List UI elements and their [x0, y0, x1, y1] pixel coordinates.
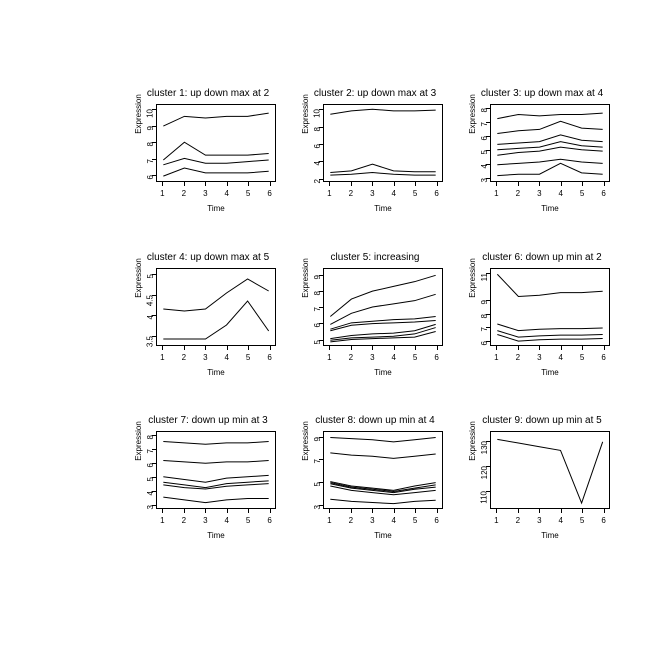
y-tick-label: 10 [145, 109, 155, 118]
x-axis-label: Time [374, 368, 392, 377]
y-tick-labels [130, 431, 155, 510]
y-axis-label: Expression [468, 94, 477, 134]
panel-title: cluster 6: down up min at 2 [482, 252, 602, 263]
chart-panel [118, 252, 298, 397]
y-axis-label: Expression [468, 421, 477, 461]
chart-panel [118, 88, 298, 233]
series-line [330, 294, 435, 324]
chart-panel [118, 415, 298, 560]
panel-title: cluster 1: up down max at 2 [146, 88, 270, 99]
y-tick-label: 5 [145, 274, 155, 279]
y-tick-label: 4 [145, 490, 155, 496]
x-tick-label: 6 [601, 189, 606, 198]
y-axis-label: Expression [134, 421, 143, 461]
x-tick [496, 182, 497, 186]
x-axis-label: Time [374, 531, 392, 540]
y-tick-label: 6 [145, 463, 155, 468]
series-line [163, 442, 268, 445]
x-tick-label: 1 [160, 353, 165, 362]
x-axis-label: Time [541, 204, 559, 213]
series-line [163, 142, 268, 160]
y-tick-label: 9 [145, 125, 155, 131]
x-tick [394, 182, 395, 186]
chart-panel [285, 252, 465, 397]
x-axis-ticks [156, 346, 276, 351]
x-tick-label: 2 [515, 353, 521, 362]
series-line [163, 279, 268, 311]
x-tick-label: 1 [494, 516, 499, 525]
x-tick-label: 2 [348, 353, 354, 362]
x-tick [437, 182, 438, 186]
y-axis-ticks [151, 268, 156, 346]
x-axis-ticks [490, 509, 610, 514]
x-tick [184, 346, 185, 350]
chart-panel [452, 88, 632, 233]
y-tick-label: 6 [479, 136, 489, 141]
panel-title: cluster 9: down up min at 5 [482, 415, 602, 426]
x-tick-label: 4 [224, 189, 229, 198]
x-tick [394, 346, 395, 350]
series-line [330, 164, 435, 172]
x-axis-ticks [490, 346, 610, 351]
x-tick [270, 509, 271, 513]
x-tick-labels [490, 353, 610, 363]
x-tick-label: 1 [327, 516, 332, 525]
x-tick [582, 182, 583, 186]
x-tick [372, 346, 373, 350]
x-tick-labels [490, 516, 610, 526]
x-tick [539, 509, 540, 513]
x-tick-label: 3 [203, 189, 208, 198]
x-tick-label: 6 [267, 189, 272, 198]
y-axis-label: Expression [301, 258, 310, 298]
y-tick-label: 8 [479, 313, 489, 319]
y-tick-label: 7 [145, 449, 155, 454]
y-tick-labels [297, 431, 322, 509]
series-line [330, 453, 435, 459]
x-tick-label: 1 [327, 353, 332, 362]
y-axis-ticks [485, 104, 490, 182]
x-tick-labels [156, 189, 276, 199]
x-tick-label: 1 [327, 189, 332, 198]
series-line [497, 439, 602, 503]
x-axis-label: Time [541, 368, 559, 377]
x-tick [329, 509, 330, 513]
x-tick-label: 4 [558, 189, 563, 198]
x-tick [351, 182, 352, 186]
y-axis-ticks [151, 431, 156, 509]
x-tick-label: 4 [391, 353, 396, 362]
x-tick [437, 509, 438, 513]
y-tick-labels [130, 268, 155, 347]
y-tick-label: 3 [479, 177, 489, 183]
x-tick-label: 1 [160, 516, 165, 525]
x-tick [518, 182, 519, 186]
x-tick [205, 509, 206, 513]
x-tick [539, 346, 540, 350]
x-tick [329, 346, 330, 350]
x-tick-labels [156, 516, 276, 526]
y-tick-label: 8 [145, 435, 155, 440]
plot-area [490, 104, 610, 182]
x-tick-label: 5 [579, 353, 585, 362]
y-tick-label: 3 [145, 504, 155, 510]
x-tick-label: 4 [391, 189, 396, 198]
x-tick [496, 509, 497, 513]
y-tick-label: 4 [479, 163, 489, 169]
series-line [497, 121, 602, 133]
x-axis-label: Time [207, 531, 225, 540]
x-axis-ticks [323, 509, 443, 514]
x-tick [270, 346, 271, 350]
y-tick-label: 8 [145, 142, 155, 147]
x-tick [518, 509, 519, 513]
x-tick-label: 4 [391, 516, 396, 525]
x-tick [227, 182, 228, 186]
chart-panel [285, 415, 465, 560]
y-tick-label: 130 [479, 441, 489, 455]
x-tick-label: 3 [370, 189, 375, 198]
x-axis-label: Time [207, 204, 225, 213]
x-tick [415, 346, 416, 350]
y-axis-label: Expression [301, 94, 310, 134]
panel-title: cluster 5: increasing [330, 252, 420, 263]
series-line [330, 499, 435, 503]
y-tick-label: 120 [479, 466, 489, 480]
plot-area [490, 268, 610, 346]
x-tick [248, 346, 249, 350]
x-tick [394, 509, 395, 513]
y-tick-label: 3 [312, 504, 322, 509]
y-axis-label: Expression [134, 258, 143, 298]
x-tick-label: 6 [267, 353, 272, 362]
x-tick-label: 3 [370, 353, 375, 362]
y-tick-label: 7 [479, 122, 489, 127]
series-line [163, 461, 268, 464]
y-tick-label: 110 [479, 491, 489, 505]
y-tick-label: 11 [479, 273, 489, 282]
x-tick [351, 346, 352, 350]
x-tick-label: 5 [412, 516, 418, 525]
y-tick-label: 6 [479, 340, 489, 346]
x-tick-label: 5 [412, 189, 418, 198]
plot-area [323, 104, 443, 182]
x-tick [248, 182, 249, 186]
panel-title: cluster 4: up down max at 5 [146, 252, 270, 263]
y-tick-labels [297, 268, 322, 346]
series-line [497, 135, 602, 145]
y-tick-label: 6 [145, 175, 155, 180]
y-tick-label: 2 [312, 178, 322, 183]
panel-title: cluster 3: up down max at 4 [480, 88, 604, 99]
x-tick-label: 3 [203, 516, 208, 525]
y-tick-label: 8 [312, 290, 322, 296]
x-tick [351, 509, 352, 513]
x-tick-label: 2 [181, 353, 187, 362]
x-tick [205, 182, 206, 186]
y-tick-label: 4 [312, 161, 322, 166]
y-tick-label: 5 [312, 339, 322, 344]
x-tick-label: 3 [537, 353, 542, 362]
x-tick-label: 4 [224, 516, 229, 525]
x-tick-label: 2 [348, 189, 354, 198]
x-tick [329, 182, 330, 186]
x-tick-label: 3 [370, 516, 375, 525]
series-line [330, 109, 435, 114]
x-tick-label: 2 [348, 516, 354, 525]
y-axis-ticks [318, 431, 323, 509]
series-line [497, 113, 602, 118]
series-line [163, 497, 268, 502]
y-tick-label: 7 [479, 327, 489, 332]
x-tick [227, 346, 228, 350]
x-axis-label: Time [541, 531, 559, 540]
x-tick-label: 5 [579, 516, 585, 525]
x-tick-label: 3 [537, 516, 542, 525]
x-tick-label: 1 [494, 189, 499, 198]
y-tick-label: 9 [312, 436, 322, 442]
series-line [330, 438, 435, 442]
x-tick-label: 5 [245, 516, 251, 525]
x-tick [496, 346, 497, 350]
x-tick [415, 509, 416, 513]
x-tick-label: 5 [412, 353, 418, 362]
x-tick-label: 2 [181, 516, 187, 525]
y-tick-label: 8 [312, 126, 322, 131]
y-tick-label: 9 [312, 274, 322, 279]
y-tick-labels [464, 431, 489, 509]
x-tick [582, 509, 583, 513]
y-axis-label: Expression [468, 258, 477, 298]
x-tick [162, 346, 163, 350]
x-tick [561, 182, 562, 186]
y-tick-label: 6 [312, 323, 322, 328]
y-tick-label: 3.5 [145, 335, 155, 347]
x-tick [205, 346, 206, 350]
y-axis-label: Expression [134, 94, 143, 134]
x-tick [437, 346, 438, 350]
y-tick-label: 4.5 [145, 294, 155, 306]
x-axis-ticks [490, 182, 610, 187]
x-axis-label: Time [207, 368, 225, 377]
y-tick-label: 8 [479, 108, 489, 113]
x-tick-label: 2 [515, 189, 521, 198]
y-tick-labels [297, 104, 322, 183]
x-tick [372, 182, 373, 186]
x-tick-label: 6 [601, 353, 606, 362]
y-tick-label: 5 [145, 477, 155, 482]
x-tick [582, 346, 583, 350]
x-tick [184, 509, 185, 513]
x-tick-label: 5 [245, 353, 251, 362]
x-tick [561, 346, 562, 350]
series-line [163, 113, 268, 126]
series-line [497, 159, 602, 164]
panel-title: cluster 7: down up min at 3 [148, 415, 268, 426]
plot-area [156, 268, 276, 346]
x-tick-labels [323, 353, 443, 363]
x-tick [539, 182, 540, 186]
x-tick-label: 2 [181, 189, 187, 198]
y-tick-label: 7 [145, 158, 155, 164]
x-tick-label: 6 [267, 516, 272, 525]
y-tick-label: 6 [312, 143, 322, 149]
series-line [163, 158, 268, 164]
y-tick-label: 7 [312, 307, 322, 312]
x-axis-ticks [323, 182, 443, 187]
x-tick-label: 5 [245, 189, 251, 198]
series-line [163, 301, 268, 339]
plot-area [490, 431, 610, 509]
y-tick-label: 7 [312, 459, 322, 464]
x-tick [518, 346, 519, 350]
y-tick-label: 9 [479, 300, 489, 305]
x-axis-ticks [323, 346, 443, 351]
plot-area [156, 104, 276, 182]
x-tick-label: 2 [515, 516, 521, 525]
panel-title: cluster 2: up down max at 3 [313, 88, 437, 99]
x-tick-label: 3 [537, 189, 542, 198]
y-tick-labels [464, 104, 489, 183]
x-tick-label: 4 [558, 516, 563, 525]
x-axis-ticks [156, 182, 276, 187]
x-tick-labels [490, 189, 610, 199]
panel-title: cluster 8: down up min at 4 [315, 415, 435, 426]
series-line [330, 173, 435, 176]
x-axis-label: Time [374, 204, 392, 213]
x-tick-label: 5 [579, 189, 585, 198]
y-tick-label: 5 [312, 481, 322, 487]
x-tick-label: 4 [224, 353, 229, 362]
x-tick-labels [156, 353, 276, 363]
series-line [330, 275, 435, 316]
x-tick-labels [323, 189, 443, 199]
x-tick [604, 346, 605, 350]
x-tick [561, 509, 562, 513]
y-axis-label: Expression [301, 421, 310, 461]
y-tick-label: 10 [312, 109, 322, 119]
x-tick-label: 1 [160, 189, 165, 198]
x-tick [227, 509, 228, 513]
series-line [163, 168, 268, 176]
x-axis-ticks [156, 509, 276, 514]
series-line [497, 331, 602, 338]
x-tick [604, 182, 605, 186]
x-tick-labels [323, 516, 443, 526]
x-tick [248, 509, 249, 513]
plot-area [156, 431, 276, 509]
series-line [163, 475, 268, 482]
x-tick [184, 182, 185, 186]
x-tick-label: 3 [203, 353, 208, 362]
x-tick [162, 182, 163, 186]
x-tick [162, 509, 163, 513]
x-tick-label: 6 [434, 189, 439, 198]
series-line [497, 163, 602, 175]
y-tick-label: 4 [145, 315, 155, 320]
x-tick [372, 509, 373, 513]
chart-panel [452, 252, 632, 397]
x-tick [270, 182, 271, 186]
plot-area [323, 268, 443, 346]
series-line [497, 324, 602, 331]
x-tick-label: 6 [434, 516, 439, 525]
series-line [497, 274, 602, 296]
plot-area [323, 431, 443, 509]
chart-panel [452, 415, 632, 560]
x-tick-label: 4 [558, 353, 563, 362]
x-tick-label: 6 [601, 516, 606, 525]
x-tick [604, 509, 605, 513]
x-tick-label: 6 [434, 353, 439, 362]
y-tick-labels [130, 104, 155, 182]
x-tick [415, 182, 416, 186]
chart-panel [285, 88, 465, 233]
x-tick-label: 1 [494, 353, 499, 362]
y-tick-labels [464, 268, 489, 346]
y-tick-label: 5 [479, 150, 489, 155]
